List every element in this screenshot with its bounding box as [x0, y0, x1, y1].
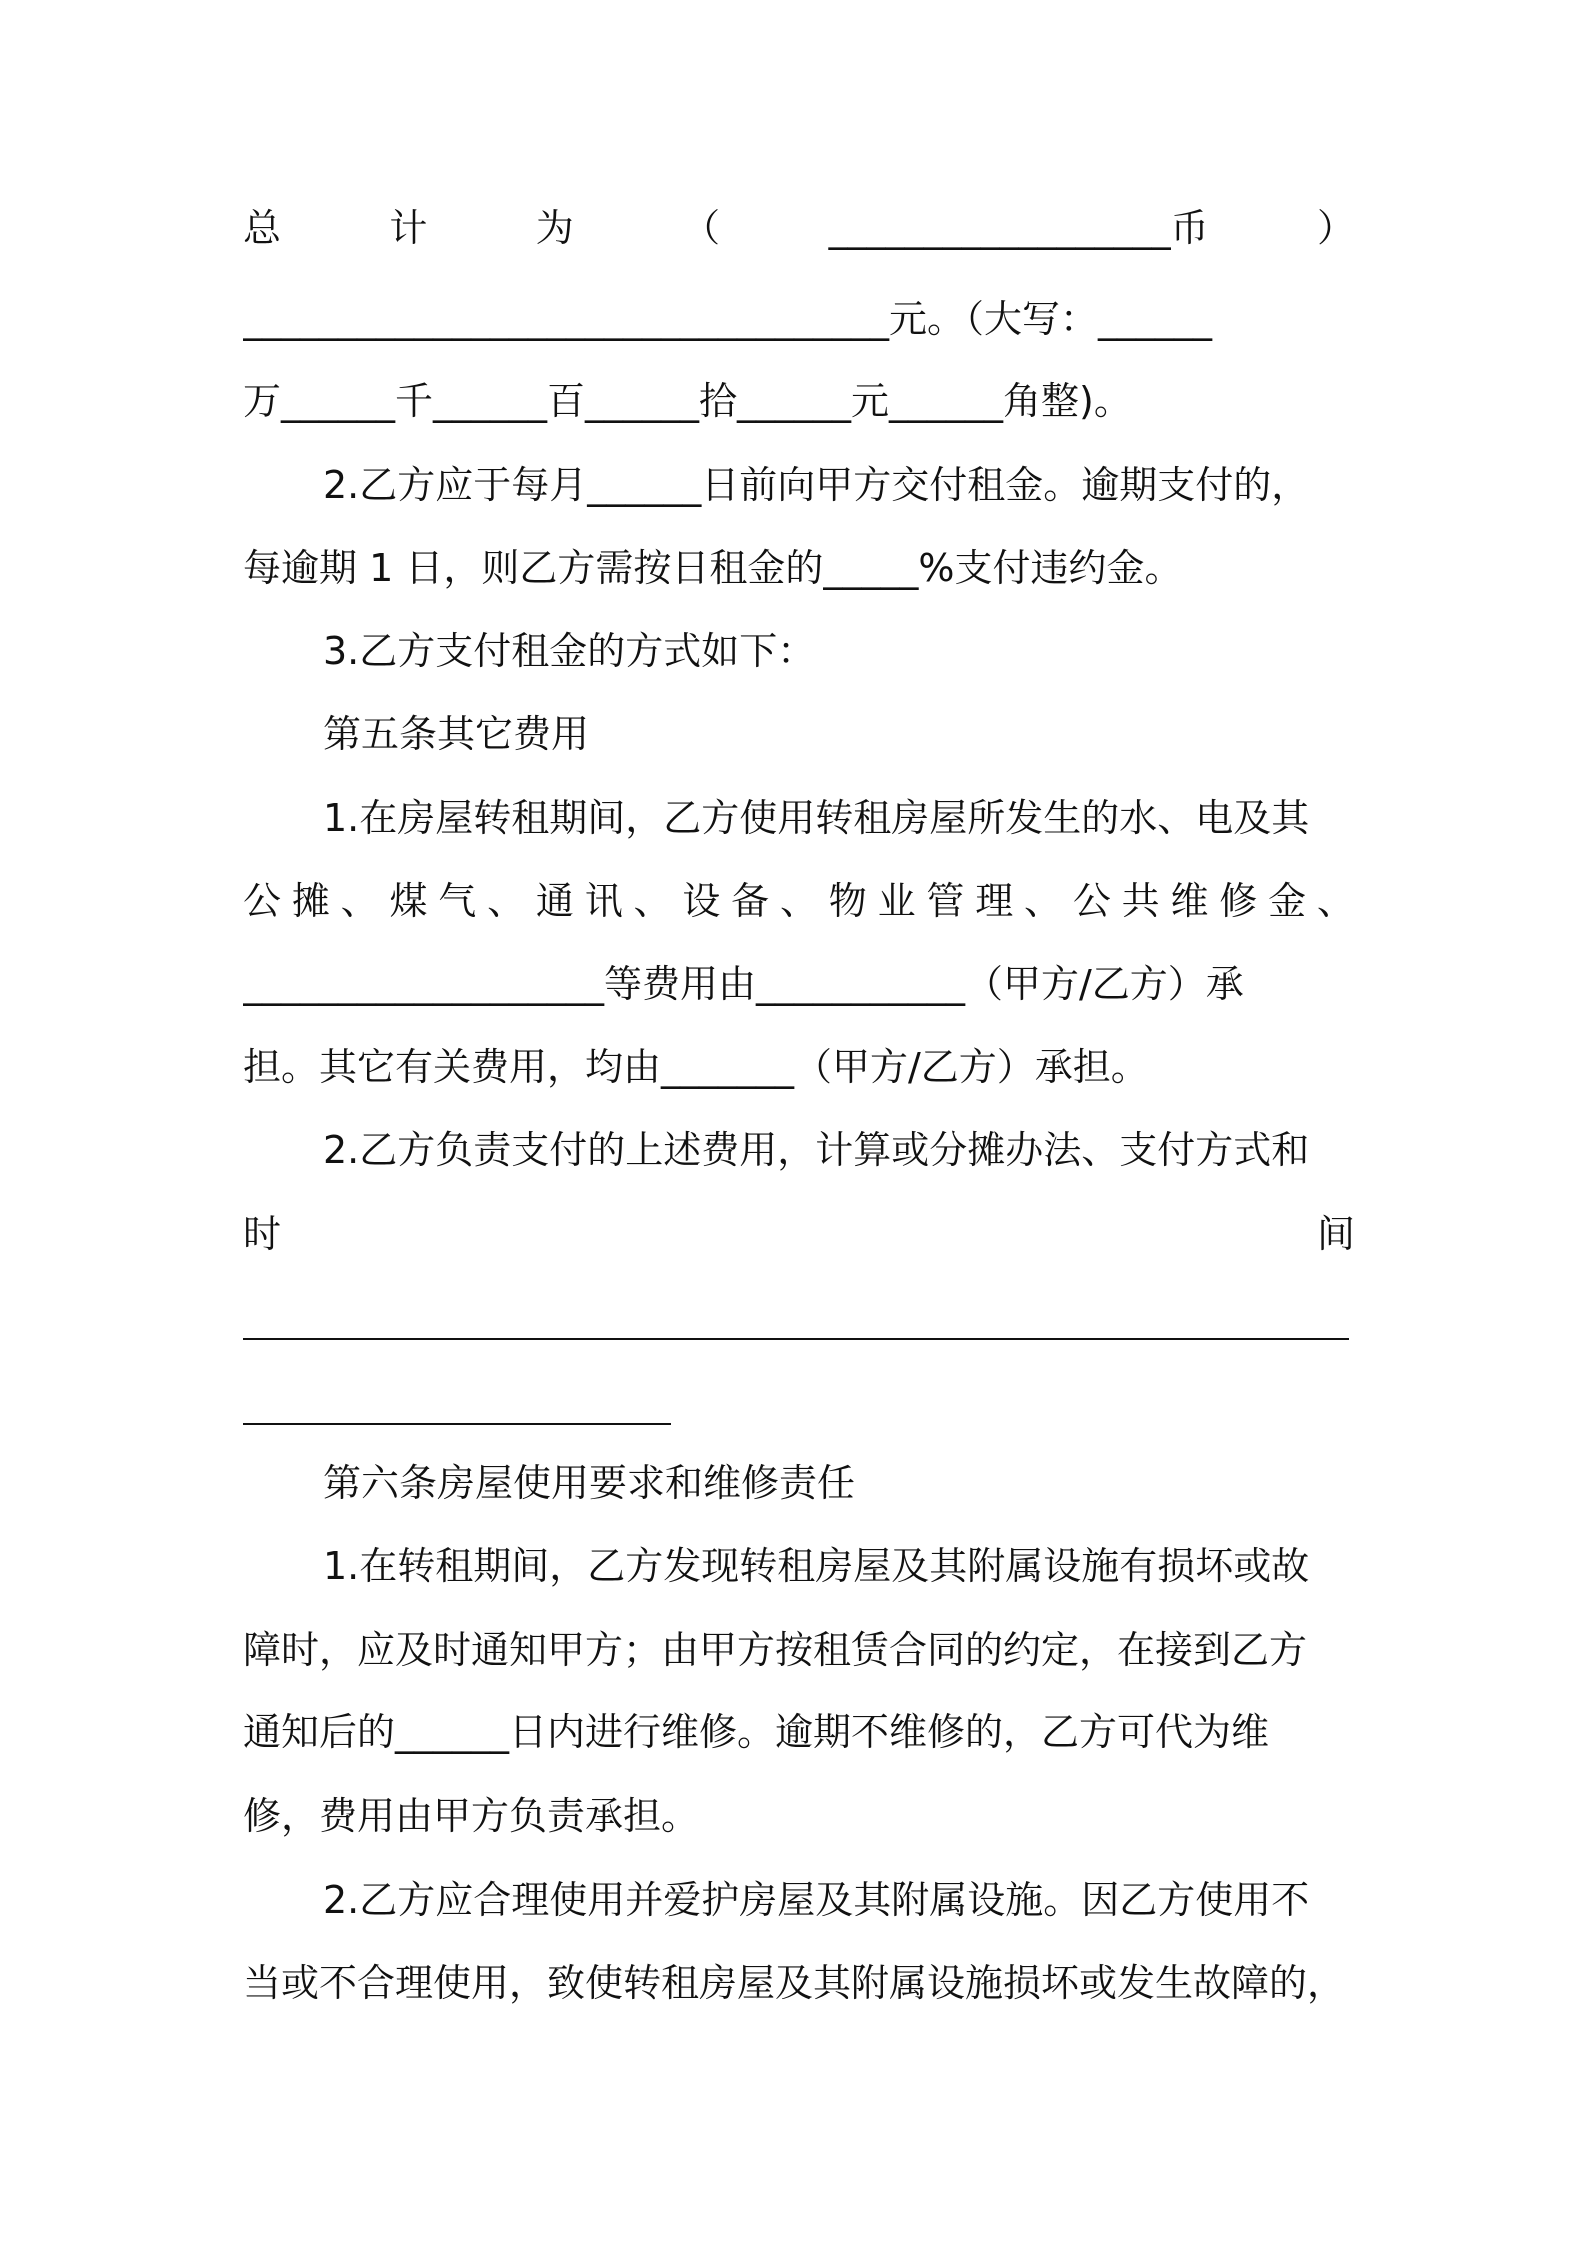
text-char: 、: [1316, 879, 1355, 923]
text-line: 1.在房屋转租期间，乙方使用转租房屋所发生的水、电及其: [323, 796, 1310, 840]
text-line-time: [243, 1192, 1355, 1276]
text-char: 、: [1024, 879, 1063, 923]
text-char: 时: [243, 1212, 282, 1256]
blank-underline-full: [243, 1338, 1349, 1340]
text-line: ___________________等费用由___________（甲方/乙方）承: [243, 962, 1244, 1006]
text-line: 通知后的______日内进行维修。逾期不维修的，乙方可代为维: [243, 1710, 1270, 1754]
text-segment: ）: [1316, 206, 1355, 250]
text-char: 通: [535, 879, 574, 923]
text-segment: __________________币: [828, 206, 1209, 250]
text-char: 、: [779, 879, 818, 923]
text-char: 金: [1268, 879, 1307, 923]
text-line: 每逾期 1 日，则乙方需按日租金的_____%支付违约金。: [243, 546, 1183, 590]
text-char: 间: [1316, 1212, 1355, 1256]
text-line-total: [243, 186, 1355, 270]
text-char: 煤: [389, 879, 428, 923]
text-line-fees: [243, 859, 1355, 943]
text-char: 共: [1121, 879, 1160, 923]
text-char: 公: [243, 879, 282, 923]
text-char: 物: [828, 879, 867, 923]
text-line: 3.乙方支付租金的方式如下：: [323, 629, 816, 673]
blank-underline-short: [243, 1423, 671, 1425]
text-line: 担。其它有关费用，均由_______（甲方/乙方）承担。: [243, 1045, 1149, 1089]
text-char: 气: [438, 879, 477, 923]
text-char: 业: [877, 879, 916, 923]
text-char: 摊: [291, 879, 330, 923]
text-segment: 总: [243, 206, 282, 250]
text-char: 管: [926, 879, 965, 923]
text-char: 公: [1072, 879, 1111, 923]
text-segment: 为: [535, 206, 574, 250]
section-heading: 第六条房屋使用要求和维修责任: [323, 1461, 856, 1505]
text-char: 设: [682, 879, 721, 923]
text-line: 2.乙方应合理使用并爱护房屋及其附属设施。因乙方使用不: [323, 1878, 1310, 1922]
text-char: 、: [633, 879, 672, 923]
text-line: 1.在转租期间，乙方发现转租房屋及其附属设施有损坏或故: [323, 1544, 1310, 1588]
text-line: 修，费用由甲方负责承担。: [243, 1794, 700, 1838]
text-char: 备: [731, 879, 770, 923]
text-line: 当或不合理使用，致使转租房屋及其附属设施损坏或发生故障的，: [243, 1961, 1346, 2005]
text-line: __________________________________元。（大写：______: [243, 297, 1213, 341]
text-char: 、: [487, 879, 526, 923]
text-segment: 计: [389, 206, 428, 250]
text-segment: （: [682, 206, 721, 250]
section-heading: 第五条其它费用: [323, 712, 590, 756]
text-line: 万______千______百______拾______元______角整)。: [243, 379, 1132, 423]
text-char: 、: [340, 879, 379, 923]
text-char: 理: [975, 879, 1014, 923]
text-line: 障时，应及时通知甲方；由甲方按租赁合同的约定，在接到乙方: [243, 1628, 1308, 1672]
text-line: 2.乙方应于每月______日前向甲方交付租金。逾期支付的，: [323, 463, 1310, 507]
text-line: 2.乙方负责支付的上述费用，计算或分摊办法、支付方式和: [323, 1128, 1310, 1172]
text-char: 维: [1170, 879, 1209, 923]
text-char: 讯: [584, 879, 623, 923]
text-char: 修: [1219, 879, 1258, 923]
